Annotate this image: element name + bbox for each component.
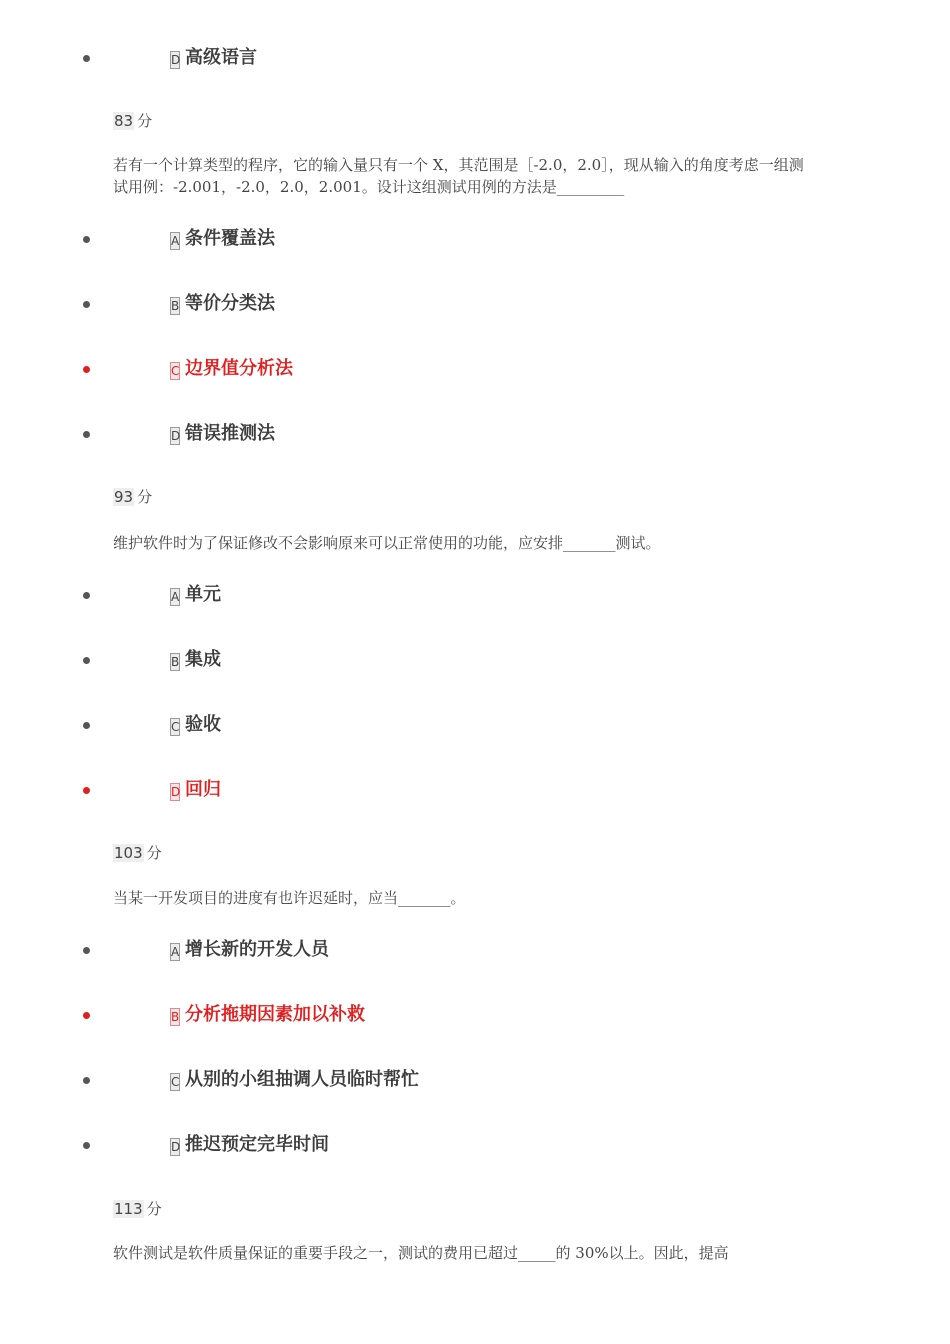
question-stem: 当某一开发项目的进度有也许迟延时，应当_______。 (113, 889, 466, 907)
option-text: 增长新的开发人员 (185, 939, 329, 960)
option-item[interactable] (0, 1129, 950, 1163)
option-item-correct[interactable] (0, 999, 950, 1033)
question-stem: 软件测试是软件质量保证的重要手段之一，测试的费用已超过_____的 30%以上。因此，提高 (113, 1244, 729, 1262)
option-item-correct[interactable] (0, 353, 950, 387)
question-stem: 维护软件时为了保证修改不会影响原来可以正常使用的功能，应安排_______测试。 (113, 534, 661, 552)
option-item[interactable] (0, 579, 950, 613)
option-letter-badge: B (171, 299, 180, 313)
question-points-label: 分 (137, 112, 153, 130)
option-text: 集成 (185, 649, 221, 670)
option-letter-badge: D (171, 53, 181, 67)
bullet (83, 722, 90, 729)
option-item[interactable] (0, 709, 950, 743)
question-number-value: 113 (114, 1200, 143, 1218)
question-number (113, 110, 152, 132)
option-text: 边界值分析法 (185, 358, 293, 379)
option-letter-badge: A (171, 234, 180, 248)
question-number (113, 842, 162, 864)
option-text: 单元 (185, 584, 221, 605)
question-number (113, 486, 152, 508)
option-letter-badge: B (171, 1010, 180, 1024)
question-points-label: 分 (146, 844, 162, 862)
bullet (83, 366, 90, 373)
question-number-value: 83 (114, 112, 134, 130)
option-text: 条件覆盖法 (185, 228, 275, 249)
option-item[interactable] (0, 934, 950, 968)
option-letter-badge: A (171, 590, 180, 604)
option-item[interactable] (0, 418, 950, 452)
option-text: 从别的小组抽调人员临时帮忙 (185, 1069, 419, 1090)
bullet (83, 1142, 90, 1149)
option-letter-badge: B (171, 655, 180, 669)
option-item[interactable] (0, 223, 950, 257)
question-number-value: 93 (114, 488, 134, 506)
option-letter-badge: D (171, 785, 181, 799)
option-item[interactable] (0, 1064, 950, 1098)
bullet (83, 657, 90, 664)
option-item-correct[interactable] (0, 774, 950, 808)
question-number (113, 1198, 162, 1220)
option-text: 错误推测法 (185, 423, 275, 444)
option-text: 验收 (185, 714, 221, 735)
option-text: 回归 (185, 779, 221, 800)
option-item[interactable] (0, 288, 950, 322)
bullet (83, 236, 90, 243)
question-stem: 若有一个计算类型的程序，它的输入量只有一个 X，其范围是［-2.0，2.0］，现从输入的角度考虑一组测试用例：-2.001，-2.0，2.0，2.001。设计这组测试用例的方法是_________ (113, 156, 804, 196)
option-text: 推迟预定完毕时间 (185, 1134, 329, 1155)
option-text: 等价分类法 (185, 293, 275, 314)
question-points-label: 分 (137, 488, 153, 506)
option-letter-badge: C (171, 720, 180, 734)
option-item[interactable] (0, 644, 950, 678)
option-letter-badge: D (171, 429, 181, 443)
bullet (83, 592, 90, 599)
bullet (83, 1012, 90, 1019)
bullet (83, 1077, 90, 1084)
option-letter-badge: C (171, 364, 180, 378)
bullet (83, 301, 90, 308)
bullet (83, 55, 90, 62)
option-item[interactable] (0, 42, 950, 76)
bullet (83, 947, 90, 954)
option-text: 高级语言 (185, 47, 257, 68)
option-letter-badge: C (171, 1075, 180, 1089)
option-text: 分析拖期因素加以补救 (185, 1004, 365, 1025)
bullet (83, 431, 90, 438)
question-number-value: 103 (114, 844, 143, 862)
option-letter-badge: D (171, 1140, 181, 1154)
bullet (83, 787, 90, 794)
option-letter-badge: A (171, 945, 180, 959)
question-points-label: 分 (146, 1200, 162, 1218)
